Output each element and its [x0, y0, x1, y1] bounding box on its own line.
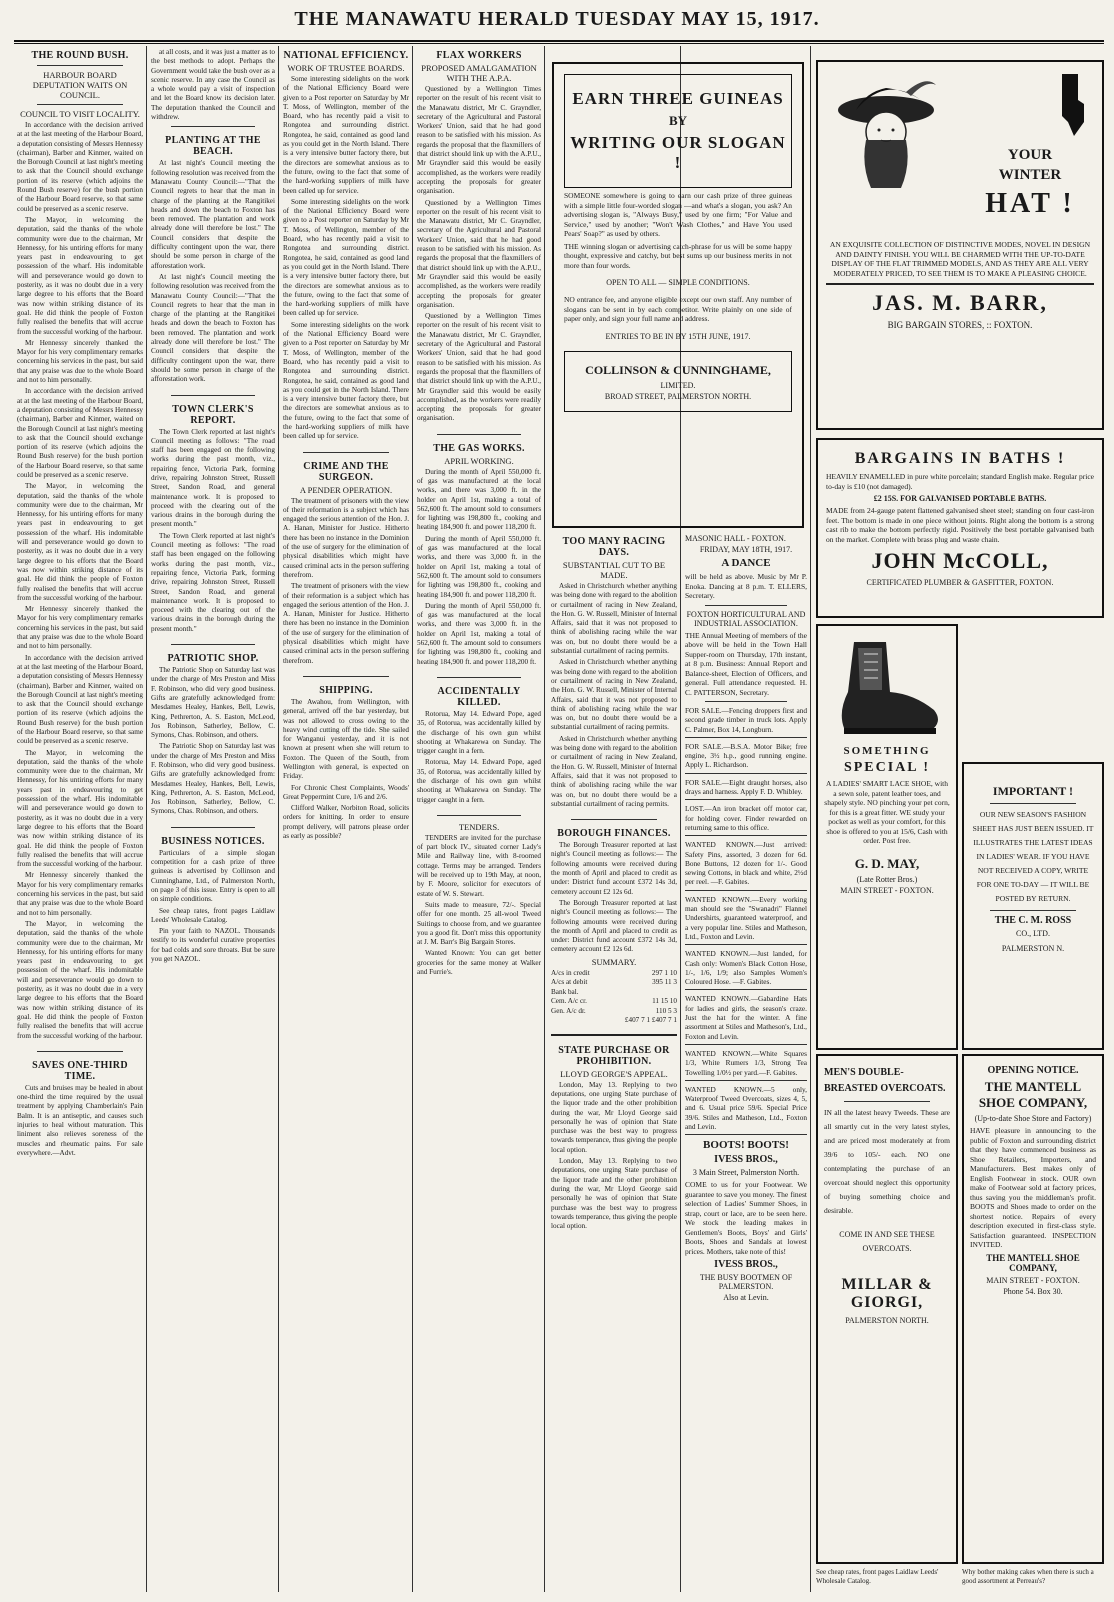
- baths-price: £2 15S. FOR GALVANISED PORTABLE BATHS.: [873, 494, 1047, 503]
- article-paragraph: Cuts and bruises may be healed in about one-third the time required by the usual treatment by applying Chamberlain's Pain Balm. It is an antiseptic, and causes such injuries to heal without maturation. This liniment also relieves soreness of the muscles and rheumatic pains. For sale everywhere.—Advt.: [17, 1083, 143, 1157]
- ad-headline: WRITING OUR SLOGAN !: [570, 133, 786, 172]
- ad-firm-name: COLLINSON & CUNNINGHAME,: [585, 362, 771, 377]
- coats-headline: MEN'S DOUBLE-BREASTED OVERCOATS.: [824, 1067, 946, 1094]
- column-rule: [810, 46, 811, 1592]
- pointing-hand-icon: [1054, 70, 1094, 140]
- coats-text: IN all the latest heavy Tweeds. These are all smartly cut in the very latest styles, and are priced most moderately at from 39/6 to 105/- each. NO one contemplating the purchase of an overcoat should neglect this opportunity of buying something choice and desirable.: [824, 1108, 950, 1215]
- hort-text: THE Annual Meeting of members of the above will be held in the Town Hall Supper-room on Thursday, 17th instant, at 8 p.m. Business: Annual Report and Balance-sheet, Election of Officers, and general. Full attendance requested. H. C. PATTERSON, Secretary.: [685, 630, 807, 697]
- overcoats-ad: [816, 1054, 958, 1564]
- mantell-firm: THE MANTELL SHOE COMPANY,: [986, 1252, 1080, 1273]
- summary-row: [551, 1007, 677, 1017]
- article-subtitle: WORK OF TRUSTEE BOARDS.: [287, 63, 405, 73]
- summary-value: 110 5 3: [655, 1006, 677, 1015]
- ad-headline: BY: [668, 113, 688, 128]
- article-state-purchase: [551, 1041, 677, 1234]
- article-subtitle: HARBOUR BOARD DEPUTATION WAITS ON COUNCIL.: [32, 70, 128, 100]
- column-2: [148, 46, 278, 1594]
- column-rule: [412, 46, 413, 1592]
- mantell-sub: (Up-to-date Shoe Store and Factory): [974, 1114, 1092, 1123]
- classified-ad: WANTED KNOWN.—Gabardine Hats for ladies and girls, the season's craze. Just the hat for the winter. A fine assortment at Stiles and Matheson's, Ltd., Foxton and Levin.: [685, 994, 807, 1044]
- ad-text: NO entrance fee, and anyone eligible except our own staff. Any number of slogans can be sent in by each competitor. Write plainly on one side of paper only, and sign your full name and address.: [564, 295, 792, 323]
- article-paragraph: Mr Hennessy sincerely thanked the Mayor for his very complimentary remarks concerning his services in the past, but said that any praise was due to the whole Board and not to him personally.: [17, 871, 143, 917]
- classifieds-list: [685, 706, 807, 1135]
- ad-text: THE winning slogan or advertising catch-phrase for us will be some happy thought, expressive and catchy, but best sums up our business merits in not more than four words.: [564, 241, 792, 270]
- article-subtitle: A PENDER OPERATION.: [299, 484, 393, 495]
- article-paragraph: In accordance with the decision arrived at at the last meeting of the Harbour Board, a deputation consisting of Messrs Hennessy (chairman), Barber and Kinmer, waited on the Borough Council at last night's meeting to ask that the Council should exchange portion of its reserve (which adjoins the Round Bush reserve) for the bush portion of the Harbour Board reserve, so that same could be preserved as a scenic reserve.: [17, 653, 143, 746]
- article-paragraph: Rotorua, May 14. Edward Pope, aged 35, of Rotorua, was accidentally killed by the discharge of his own gun whilst shooting at Whakarewa on Sunday. The trigger caught in a fern.: [417, 758, 541, 804]
- mccoll-firm: JOHN McCOLL,: [871, 548, 1049, 573]
- masthead: THE MANAWATU HERALD TUESDAY MAY 15, 1917.: [294, 8, 820, 30]
- article-flax-workers: [417, 46, 541, 426]
- column-4: [414, 46, 544, 1594]
- article-paragraph: Asked in Christchurch whether anything was being done with regard to the abolition or curtailment of racing in New Zealand, the Hon. G. W. Russell, Minister of Internal Affairs, said that it was not proposed to think of abolishing racing while the war was on, but no doubt there would be a substantial curtailment of racing permits.: [551, 658, 677, 732]
- mantell-text: HAVE pleasure in announcing to the public of Foxton and surrounding district that they have commenced business as Shoe Retailers, Importers, and Manufacturers. Best makes only of English Footwear in stock. OUR own make of Footwear sold at factory prices, thus saving you the middleman's profit. BOOTS and Shoes made to order on the shortest notice. Repairs of every description executed in first-class style. Satisfaction guaranteed. INSPECTION INVITED.: [970, 1126, 1096, 1249]
- hat-woman-icon: [826, 70, 946, 190]
- summary-label: A/cs at debit: [551, 978, 588, 987]
- article-title: BUSINESS NOTICES.: [161, 835, 265, 847]
- article-round-bush: [17, 46, 143, 1043]
- mccoll-sub: CERTIFICATED PLUMBER & GASFITTER, FOXTON.: [866, 578, 1054, 587]
- boots-tagline: THE BUSY BOOTMEN OF PALMERSTON.: [699, 1273, 793, 1292]
- important-text: OUR NEW SEASON'S FASHION SHEET HAS JUST BEEN ISSUED. IT ILLUSTRATES THE LATEST IDEAS IN LADIES' WEAR. IF YOU HAVE NOT RECEIVED A COPY, WRITE FOR ONE TO-DAY — IT WILL BE POSTED BY RETURN.: [972, 810, 1094, 903]
- may-sub: (Late Rotter Bros.): [856, 874, 918, 884]
- column-rule: [544, 46, 545, 1592]
- mantell-headline: OPENING NOTICE.: [987, 1065, 1079, 1076]
- classified-ad: FOR SALE.—Eight draught horses, also drays and harness. Apply F. D. Whibley.: [685, 778, 807, 801]
- article-paragraph: In accordance with the decision arrived at at the last meeting of the Harbour Board, a deputation consisting of Messrs Hennessy (chairman), Barber and Kinmer, waited on the Borough Council at last night's meeting to ask that the Council should exchange portion of its reserve (which adjoins the Round Bush reserve) for the bush portion of the Harbour Board reserve, so that same could be preserved as a scenic reserve.: [17, 121, 143, 213]
- column-1: [14, 46, 146, 1594]
- article-gas-works: [417, 439, 541, 669]
- dance-text: will be held as above. Music by Mr P. Enoka. Dancing at 8 p.m. T. ELLERS, Secretary.: [685, 572, 807, 600]
- ad-text: LIMITED.: [660, 380, 696, 390]
- article-paragraph: The Borough Treasurer reported at last night's Council meeting as follows:— The following amounts were received during the month of April and placed to credit as under: District fund account £372 14s 3d, cemetery account £2 12s 6d.: [551, 841, 677, 896]
- article-subtitle: LLOYD GEORGE'S APPEAL.: [560, 1068, 668, 1079]
- boots-address: 3 Main Street, Palmerston North.: [692, 1168, 800, 1178]
- ross-firm: THE C. M. ROSS: [994, 915, 1072, 926]
- special-text: A LADIES' SMART LACE SHOE, with a sewn sole, patent leather toes, and shapely style. NO pinching your pet corn, for this is a great fitter. WE study your pocket as well as your comfort, for this shoe is offered to you at 15/6, Cash with order. Post free.: [824, 779, 950, 845]
- mantell-address: MAIN STREET - FOXTON.: [986, 1275, 1080, 1285]
- article-paragraph: The Mayor, in welcoming the deputation, said the thanks of the whole community were due to the chairman, Mr Hennessy, for his untiring efforts for many years past in endeavouring to get possession of the wharf. His indomitable will and perseverance would go down to posterity, as it was no doubt due in a very large degree to his efforts that the Board was now within striking distance of its goal. He did think the people of Foxton fully realised the benefits that will accrue from the successful working of the harbour.: [17, 482, 143, 602]
- article-planting: [151, 131, 275, 386]
- bottom-note: See cheap rates, front pages Laidlaw Leeds' Wholesale Catalog.: [816, 1568, 939, 1585]
- hat-text: AN EXQUISITE COLLECTION OF DISTINCTIVE MODES, NOVEL IN DESIGN AND DAINTY FINISH. YOU WILL BE CHARMED WITH THE UP-TO-DATE DISPLAY OF THE FLAT TRIMMED MODELS, AND AS THEY ARE ALL VERY MODERATELY PRICED, TO SEE THEM IS TO MAKE A PLEASING CHOICE.: [829, 240, 1091, 278]
- article-paragraph: Pin your faith to NAZOL. Thousands testify to its wonderful curative properties for bad colds and sore throats. But be sure you get NAZOL.: [151, 927, 275, 964]
- article-paragraph: Mr Hennessy sincerely thanked the Mayor for his very complimentary remarks concerning his services in the past, but said that any praise was due to the whole Board and not to him personally.: [17, 605, 143, 651]
- article-paragraph: The Town Clerk reported at last night's Council meeting as follows: "The road staff has been engaged on the following works during the past month, viz., repairing fence, Victoria Park, forming drive, repairing Johnston Street, Russell Street, Sandon Road, and general maintenance work. It is proposed to proceed with the clearing out of the various drains in the borough during the present month.": [151, 427, 275, 529]
- article-paragraph: The Patriotic Shop on Saturday last was under the charge of Mrs Preston and Miss F. Robinson, who did very good business. Gifts are gratefully acknowledged from: Mesdames Healey, Hankes, Bell, Lewis, King, Pethrerton, A. S. Easton, McLeod, Jos Robinson, Satherley, Bellow, C. Symons, Chas. Robinson, and others.: [151, 742, 275, 816]
- article-paragraph: The Mayor, in welcoming the deputation, said the thanks of the whole community were due to the chairman, Mr Hennessy, for his untiring efforts for many years past in endeavouring to get possession of the wharf. His indomitable will and perseverance would go down to posterity, as it was no doubt due in a very large degree to his efforts that the Board was now within striking distance of its goal. He did think the people of Foxton fully realised the benefits that will accrue from the successful working of the harbour.: [17, 215, 143, 336]
- article-borough-finances: [551, 824, 677, 1026]
- summary-row: [551, 978, 677, 988]
- summary-label: Cem. A/c cr.: [551, 997, 587, 1006]
- ad-signature-box: [564, 351, 792, 412]
- article-title: SAVES ONE-THIRD TIME.: [32, 1059, 128, 1082]
- summary-row: [551, 997, 677, 1007]
- classified-ad: WANTED KNOWN.—Every working man should see the "Swanadri" Flannel Undershirts, guaranteed waterproof, and a very popular line. Stiles and Matheson, Ltd., Foxton and Levin.: [685, 895, 807, 945]
- classified-ad: WANTED KNOWN.—Just landed, for Cash only: Women's Black Cotton Hose, 1/-, 1/6, 1/9; also Samples Women's Coloured Hose. —F. Gabites.: [685, 949, 807, 990]
- hort-title: FOXTON HORTICULTURAL AND INDUSTRIAL ASSOCIATION.: [686, 609, 806, 628]
- hat-your: YOUR: [1007, 147, 1053, 163]
- article-town-clerk: [151, 400, 275, 637]
- article-paragraph: TENDERS are invited for the purchase of part block IV., situated corner Lady's Mile and Railway line, with 8-roomed cottage. Terms may be arranged. Tenders will be received up to 19th May, at noon, by F. Moore, solicitor for executors of estate of W. S. Stewart.: [417, 833, 541, 898]
- dance-venue: MASONIC HALL - FOXTON.: [685, 534, 786, 543]
- may-firm: G. D. MAY,: [854, 855, 920, 871]
- boots-firm: IVESS BROS.,: [714, 1154, 778, 1166]
- article-business-notices: [151, 832, 275, 967]
- article-paragraph: at all costs, and it was just a matter as to the best methods to adopt. Perhaps the Government would take the bush over as a scenic reserve. In any case the Council as a whole would pay a visit of inspection and let the Board know its decision later. The deputation thanked the Council and withdrew.: [151, 48, 275, 122]
- article-paragraph: The treatment of prisoners with the view of their reformation is a subject which has engaged the serious attention of the Hon. J. A. Hanan, Minister for Justice. Hitherto there has been no instance in the Dominion of the use of surgery for the elimination of physical disabilities which might have caused criminal acts in the person suffering therefrom.: [283, 496, 409, 579]
- summary-table: [551, 969, 677, 1026]
- summary-value: 11 15 10: [652, 997, 677, 1006]
- ad-address: BROAD STREET, PALMERSTON NORTH.: [604, 391, 752, 401]
- classified-ad: WANTED KNOWN.—5 only, Waterproof Tweed Overcoats, sizes 4, 5, and 6. Usual price 59/6. Special Price 39/6. Stiles and Matheson, Ltd., Foxton and Levin.: [685, 1085, 807, 1135]
- baths-text: MADE from 24-gauge patent flattened galvanised sheet steel; standing on four cast-iron feet. The bottom is made in one piece without joints. Right along the bottom is a strong cast rib to make the bottom perfectly rigid. Positively the best portable galvanised bath on the market. Complete with brass plug and waste chain.: [826, 506, 1094, 544]
- article-paragraph: Some interesting sidelights on the work of the National Efficiency Board were given to a Post reporter on Saturday by Mr T. Moss, of Wellington, member of the Board, who has recently paid a visit to Rongotea and surrounding district. Rongotea, he said, contained as good land as you could get in the North Island. There is a very intensive butter factory there, but the directors are somewhat anxious as to the future, owing to the fact that some of the hard-working suppliers of milk have been called up for service.: [283, 197, 409, 318]
- article-crime-surgeon: [283, 457, 409, 668]
- article-title: PATRIOTIC SHOP.: [167, 653, 259, 665]
- article-paragraph: During the month of April 550,000 ft. of gas was manufactured at the local works, and there was 3,000 ft. in the holder on April 1st, making a total of 562,600 ft. The amount sold to consumers for lighting was 198,800 ft., cooking and heating 184,900 ft. and power 118,200 ft.: [417, 534, 541, 599]
- masthead-rule: [14, 40, 1104, 44]
- ad-headline: EARN THREE GUINEAS: [572, 89, 784, 108]
- article-title: PLANTING AT THE BEACH.: [165, 135, 261, 158]
- bottom-note: Why bother making cakes when there is such a good assortment at Perreau's?: [962, 1568, 1094, 1585]
- article-saves-time: [17, 1056, 143, 1160]
- summary-label: A/cs in credit: [551, 968, 590, 977]
- something-special-ad: [816, 624, 958, 1050]
- winter-hat-ad: [816, 60, 1104, 430]
- baths-text: HEAVILY ENAMELLED in pure white porcelain; standard English make. Regular price to-day is £10 (not damaged).: [826, 472, 1094, 491]
- ross-sub: CO., LTD.: [1016, 929, 1050, 938]
- ad-text: OPEN TO ALL — SIMPLE CONDITIONS.: [606, 278, 750, 287]
- boots-firm: IVESS BROS.,: [714, 1259, 778, 1271]
- baths-ad: [816, 438, 1104, 618]
- hat-winter: WINTER: [998, 167, 1062, 183]
- article-subtitle: SUBSTANTIAL CUT TO BE MADE.: [562, 560, 666, 580]
- article-national-efficiency: [283, 46, 409, 444]
- article-paragraph: The Patriotic Shop on Saturday last was under the charge of Mrs Preston and Miss F. Robinson, who did very good business. Gifts are gratefully acknowledged from: Mesdames Healey, Hankes, Bell, Lewis, King, Pethrerton, A. S. Easton, McLeod, Jos Robinson, Satherley, Bellow, C. Symons, Chas. Robinson, and others.: [151, 666, 275, 740]
- dance-title: A DANCE: [721, 557, 771, 569]
- column-3: [280, 46, 412, 1594]
- special-headline: SOMETHING: [843, 745, 931, 757]
- ad-text: ENTRIES TO BE IN BY 15TH JUNE, 1917.: [605, 331, 751, 341]
- mantell-phone: Phone 54. Box 30.: [1003, 1286, 1063, 1296]
- summary-row: [551, 1016, 677, 1026]
- boots-title: BOOTS! BOOTS!: [703, 1139, 789, 1152]
- column-6: [682, 532, 810, 1592]
- article-paragraph: Clifford Walker, Norbiton Road, solicits orders for knitting. In order to ensure prompt delivery, will patrons please order as early as possible?: [283, 804, 409, 841]
- article-paragraph: At last night's Council meeting the following resolution was received from the Manawatu County Council:—"That the Council regrets to hear that the man in charge of the planting at the Rangitikei heads and down the beach to Foxton has been removed. The plantation and work already done will therefore be lost." The Council considers that despite the difficulty contingent upon the war, there should be some person in charge of the afforestation work.: [151, 272, 275, 384]
- summary-value: 395 11 3: [652, 978, 677, 987]
- article-title: TOO MANY RACING DAYS.: [562, 536, 666, 558]
- summary-label: Gen. A/c dr.: [551, 1006, 586, 1015]
- slogan-headline-box: [564, 74, 792, 188]
- article-subtitle: COUNCIL TO VISIT LOCALITY.: [20, 109, 140, 119]
- article-paragraph: Some interesting sidelights on the work of the National Efficiency Board were given to a Post reporter on Saturday by Mr T. Moss, of Wellington, member of the Board, who has recently paid a visit to Rongotea and surrounding district. Rongotea, he said, contained as good land as you could get in the North Island. There is a very intensive butter factory there, but the directors are somewhat anxious as to the future, owing to the fact that some of the hard-working suppliers of milk have been called up for service.: [283, 320, 409, 441]
- ad-text: SOMEONE somewhere is going to earn our cash prize of three guineas with a simple little four-worded slogan —and what's a slogan, you ask? An advertising slogan is, "Always Busy," used by one firm; "For Value and Service," used by another; "Won't Wash Clothes," and Have You used Pears' Soap?" as used by others.: [564, 191, 792, 238]
- article-paragraph: Wanted Known: You can get better groceries for the same money at Walker and Furrie's.: [417, 949, 541, 977]
- article-patriotic-shop: [151, 649, 275, 819]
- column-rule: [146, 46, 147, 1592]
- barr-firm: JAS. M. BARR,: [872, 290, 1048, 315]
- article-title: THE ROUND BUSH.: [31, 50, 129, 61]
- important-headline: IMPORTANT !: [992, 784, 1074, 798]
- article-paragraph: The Awahou, from Wellington, with general, arrived off the bar yesterday, but was not allowed to cross owing to the heavy wind cutting off the tide. She sailed for Wanganui yesterday, and it is not known at present when she will return to Foxton. The Queen of the South, from Wellington with general, is expected on Friday.: [283, 697, 409, 781]
- article-paragraph: In accordance with the decision arrived at at the last meeting of the Harbour Board, a deputation consisting of Messrs Hennessy (chairman), Barber and Kinmer, waited on the Borough Council at last night's meeting to ask that the Council should exchange portion of its reserve (which adjoins the Round Bush reserve) for the bush portion of the Harbour Board reserve, so that same could be preserved as a scenic reserve.: [17, 387, 143, 479]
- baths-headline: BARGAINS IN BATHS !: [854, 450, 1066, 467]
- millar-firm: MILLAR & GIORGI,: [841, 1276, 933, 1311]
- article-paragraph: London, May 13. Replying to two deputations, one urging State purchase of the liquor trade and the other prohibition during the war, Mr Lloyd George said personally he was of opinion that State purchase was the best way to progress towards temperance, thus giving the people local option.: [551, 1157, 677, 1231]
- hat-headline: HAT !: [985, 188, 1075, 219]
- article-title: CRIME AND THE SURGEON.: [303, 460, 389, 483]
- article-paragraph: Questioned by a Wellington Times reporter on the result of his recent visit to the Manawatu district, Mr C. Grayndler, secretary of the Agricultural and Pastoral Workers' Union, said that he had good reason to be satisfied with his mission. As regards the proposal that the flaxmillers of that district should link up with the A.P.U., Mr Grayndler said this would be easily accomplished, as the workers were readily accepting the proposals for greater organisation.: [417, 198, 541, 309]
- article-paragraph: During the month of April 550,000 ft. of gas was manufactured at the local works, and there was 3,000 ft. in the holder on April 1st, making a total of 562,600 ft. The amount sold to consumers for lighting was 198,800 ft., cooking and heating 184,900 ft. and power 118,200 ft.: [417, 467, 541, 532]
- millar-address: PALMERSTON NORTH.: [845, 1316, 929, 1325]
- may-address: MAIN STREET - FOXTON.: [840, 885, 934, 895]
- article-paragraph: Some interesting sidelights on the work of the National Efficiency Board were given to a Post reporter on Saturday by Mr T. Moss, of Wellington, member of the Board, who has recently paid a visit to Rongotea and surrounding district. Rongotea, he said, contained as good land as you could get in the North Island. There is a very intensive butter factory there, but the directors are somewhat anxious as to the future, owing to the fact that some of the hard-working suppliers of milk have been called up for service.: [283, 75, 409, 195]
- mantell-firm: THE MANTELL SHOE COMPANY,: [978, 1079, 1088, 1110]
- column-rule: [278, 46, 279, 1592]
- article-title: TENDERS.: [458, 821, 500, 832]
- article-paragraph: Questioned by a Wellington Times reporter on the result of his recent visit to the Manawatu district, Mr C. Grayndler, secretary of the Agricultural and Pastoral Workers' Union, said that he had good reason to be satisfied with his mission. As regards the proposal that the flaxmillers of that district should link up with the A.P.U., Mr Grayndler said this would be easily accomplished, as the workers were readily accepting the proposals for greater organisation.: [417, 312, 541, 423]
- special-headline: SPECIAL !: [843, 760, 931, 775]
- column-5: [548, 532, 680, 1592]
- article-paragraph: See cheap rates, front pages Laidlaw Leeds' Wholesale Catalog.: [151, 906, 275, 924]
- classified-ad: FOR SALE.—Fencing droppers first and second grade timber in truck lots. Apply C. Palmer, Box 14, Longburn.: [685, 706, 807, 738]
- slogan-competition-ad: [552, 62, 804, 528]
- article-title: TOWN CLERK'S REPORT.: [172, 403, 254, 426]
- summary-row: [551, 988, 677, 998]
- dance-date: FRIDAY, MAY 18TH, 1917.: [699, 545, 793, 554]
- article-accidentally-killed: [417, 682, 541, 807]
- article-title: NATIONAL EFFICIENCY.: [283, 50, 409, 61]
- article-paragraph: For Chronic Chest Complaints, Woods' Great Peppermint Cure, 1/6 and 2/6.: [283, 783, 409, 801]
- article-paragraph: Mr Hennessy sincerely thanked the Mayor for his very complimentary remarks concerning his services in the past, but said that any praise was due to the whole Board and not to him personally.: [17, 338, 143, 385]
- classified-ad: WANTED KNOWN.—Just arrived: Safety Pins, assorted, 3 dozen for 6d. Bone Buttons, 12 dozen for 1/-. Good sewing Cottons, in black and white, 2½d per reel. —F. Gabites.: [685, 840, 807, 890]
- article-title: THE GAS WORKS.: [433, 442, 525, 454]
- summary-value: £407 7 1 £407 7 1: [624, 1016, 677, 1025]
- article-title: BOROUGH FINANCES.: [557, 828, 671, 840]
- summary-label: Bank bal.: [551, 987, 579, 996]
- mantell-shoe-ad: [962, 1054, 1104, 1564]
- ross-address: PALMERSTON N.: [1001, 944, 1065, 953]
- article-subtitle: APRIL WORKING.: [444, 455, 514, 466]
- article-paragraph: The Mayor, in welcoming the deputation, said the thanks of the whole community were due to the chairman, Mr Hennessy, for his untiring efforts for many years past in endeavouring to get possession of the wharf. His indomitable will and perseverance would go down to posterity, as it was no doubt due in a very large degree to his efforts that the Board was now within striking distance of its goal. He did think the people of Foxton fully realised the benefits that will accrue from the successful working of the harbour.: [17, 748, 143, 869]
- article-paragraph: Rotorua, May 14. Edward Pope, aged 35, of Rotorua, was accidentally killed by the discharge of his own gun whilst shooting at Whakarewa on Sunday. The trigger caught in a fern.: [417, 709, 541, 756]
- classified-ad: FOR SALE.—B.S.A. Motor Bike; free engine, 3½ h.p., good running engine. Apply L. Richardson.: [685, 742, 807, 774]
- article-paragraph: Asked in Christchurch whether anything was being done with regard to the abolition or curtailment of racing in New Zealand, the Hon. G. W. Russell, Minister of Internal Affairs, said that it was not proposed to think of abolishing racing while the war was on, but no doubt there would be a substantial curtailment of racing permits.: [551, 582, 677, 656]
- classified-ad: WANTED KNOWN.—White Squares 1/3, White Rumers 1/3, Strong Tea Towelling 1/0½ per yard.—F. Gabites.: [685, 1049, 807, 1081]
- article-paragraph: London, May 13. Replying to two deputations, one urging State purchase of the liquor trade and the other prohibition during the war, Mr Lloyd George said personally he was of opinion that State purchase was the best way to progress towards temperance, thus giving the people local option.: [551, 1080, 677, 1154]
- article-title: STATE PURCHASE OR PROHIBITION.: [558, 1044, 670, 1067]
- article-title: SHIPPING.: [319, 684, 373, 696]
- article-shipping: [283, 681, 409, 843]
- article-paragraph: Asked in Christchurch whether anything was being done with regard to the abolition or curtailment of racing in New Zealand, the Hon. G. W. Russell, Minister of Internal Affairs, said that it was not proposed to think of abolishing racing while the war was on, but no doubt there would be a substantial curtailment of racing permits.: [551, 734, 677, 808]
- article-paragraph: During the month of April 550,000 ft. of gas was manufactured at the local works, and there was 3,000 ft. in the holder on April 1st, making a total of 562,600 ft. The amount sold to consumers for lighting was 198,800 ft., cooking and heating 184,900 ft. and power 118,200 ft.: [417, 601, 541, 666]
- article-paragraph: Particulars of a simple slogan competition for a cash prize of three guineas is advertised by Collinson and Cunninghame, Ltd., of Palmerston North, on page 3 of this issue. Entry is open to all on simple conditions.: [151, 848, 275, 904]
- article-racing-days: [551, 532, 677, 811]
- article-paragraph: The treatment of prisoners with the view of their reformation is a subject which has engaged the serious attention of the Hon. J. A. Hanan, Minister for Justice. Hitherto there has been no instance in the Dominion of the use of surgery for the elimination of physical disabilities which might have caused criminal acts in the person suffering therefrom.: [283, 582, 409, 665]
- article-tenders: [417, 820, 541, 979]
- article-paragraph: Questioned by a Wellington Times reporter on the result of his recent visit to the Manawatu district, Mr C. Grayndler, secretary of the Agricultural and Pastoral Workers' Union, said that he had good reason to be satisfied with his mission. As regards the proposal that the flaxmillers of that district should link up with the A.P.U., Mr Grayndler said this would be easily accomplished, as the workers were readily accepting the proposals for greater organisation.: [417, 85, 541, 196]
- article-paragraph: The Borough Treasurer reported at last night's Council meeting as follows:— The following amounts were received during the month of April and placed to credit as under: District fund account £372 14s 3d, cemetery account £2 12s 6d.: [551, 898, 677, 954]
- article-title: ACCIDENTALLY KILLED.: [437, 685, 521, 708]
- barr-address: BIG BARGAIN STORES, :: FOXTON.: [887, 320, 1033, 330]
- important-ad: [962, 762, 1104, 1050]
- boot-icon: [824, 632, 950, 742]
- classified-ad: LOST.—An iron bracket off motor car, for holding cover. Finder rewarded on returning same to this office.: [685, 804, 807, 836]
- coats-cta: COME IN AND SEE THESE OVERCOATS.: [839, 1230, 935, 1253]
- summary-value: 297 1 10: [651, 968, 677, 977]
- article-paragraph: The Town Clerk reported at last night's Council meeting as follows: "The road staff has been engaged on the following works during the past month, viz., repairing fence, Victoria Park, forming drive, repairing Johnston Street, Russell Street, Sandon Road, and general maintenance work. It is proposed to proceed with the clearing out of the various drains in the borough during the present month.": [151, 531, 275, 633]
- article-title: FLAX WORKERS: [436, 50, 522, 61]
- summary-row: [551, 969, 677, 979]
- article-paragraph: The Mayor, in welcoming the deputation, said the thanks of the whole community were due to the chairman, Mr Hennessy, for his untiring efforts for many years past in endeavouring to get possession of the wharf. His indomitable will and perseverance would go down to posterity, as it was no doubt due in a very large degree to his efforts that the Board was now within striking distance of its goal. He did think the people of Foxton fully realised the benefits that will accrue from the successful working of the harbour.: [17, 919, 143, 1040]
- article-paragraph: At last night's Council meeting the following resolution was received from the Manawatu County Council:—"That the Council regrets to hear that the man in charge of the planting at the Rangitikei heads and down the beach to Foxton has been removed. The plantation and work already done will therefore be lost." The Council considers that despite the difficulty contingent upon the war, there should be some person in charge of the afforestation work.: [151, 159, 275, 270]
- boots-text: COME to us for your Footwear. We guarantee to save you money. The finest selection of Ladies' Summer Shoes, in strap, court or lace, are to be seen here. We stock the leading makes in Gentlemen's Boots, Boys' and Girls' Boots, Shoes and Sandals at lowest prices. Mothers, take note of this!: [685, 1180, 807, 1256]
- summary-title: SUMMARY.: [591, 956, 637, 967]
- article-paragraph: Suits made to measure, 72/-. Special offer for one month. 25 all-wool Tweed Suitings to choose from, and we guarantee you a good fit. Don't miss this opportunity at J. M. Barr's Big Bargain Stores.: [417, 900, 541, 947]
- boots-levin: Also at Levin.: [723, 1293, 769, 1303]
- article-subtitle: PROPOSED AMALGAMATION WITH THE A.P.A.: [421, 63, 537, 83]
